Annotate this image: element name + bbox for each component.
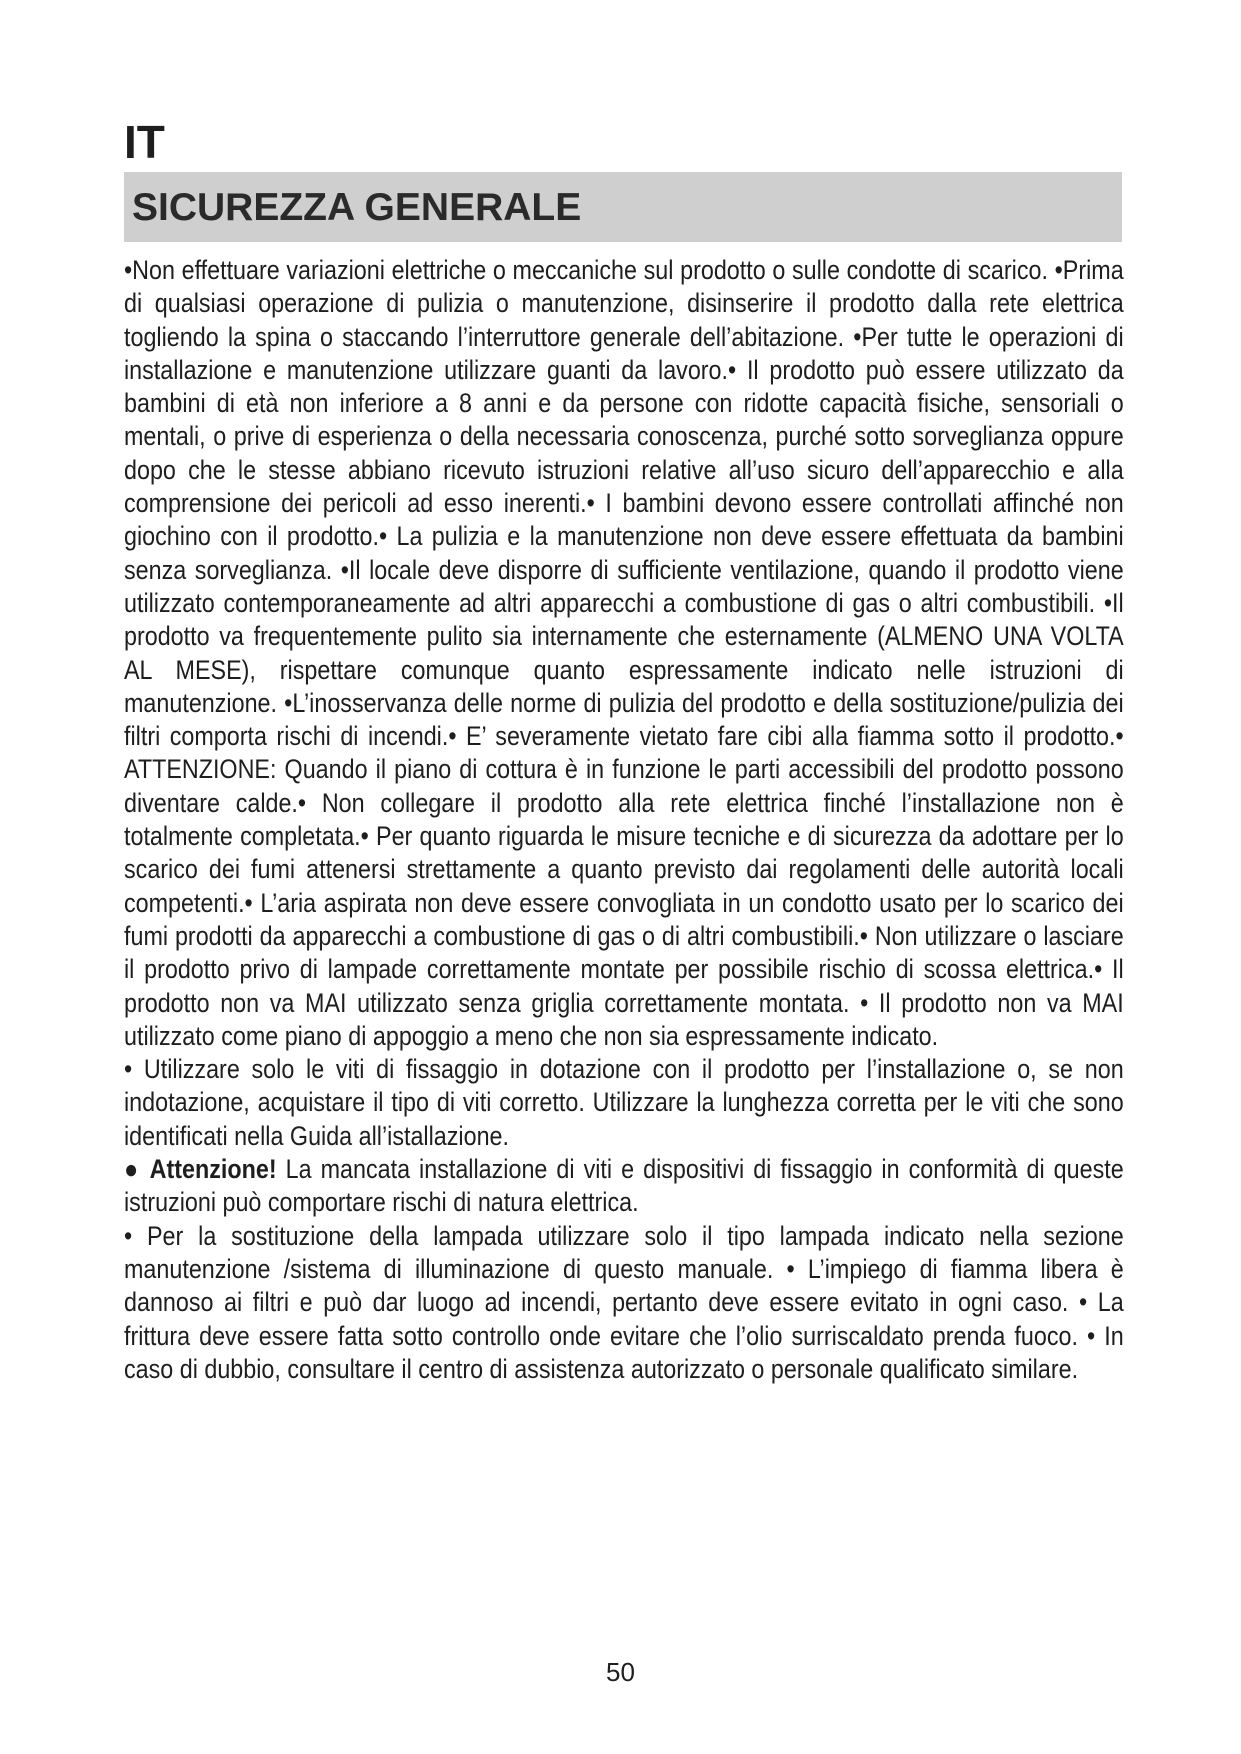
page-number: 50 [606,1657,635,1687]
section-title-band [124,172,1122,242]
section-title: SICUREZZA GENERALE [132,186,582,229]
warning-bullet: ● [124,1154,150,1185]
language-code: IT [124,116,165,168]
safety-paragraph-warning [124,1153,1124,1220]
safety-paragraph-screws: • Utilizzare solo le viti di fissaggio in dotazione con il prodotto per l’installazione o, se non indotazione, acquistare il tipo di viti corretto. Utilizzare la lunghezza corretta per le viti che sono identificati nella Guida all’istallazione. [124,1054,1124,1151]
safety-text [124,254,1124,1386]
safety-paragraph-general: •Non effettuare variazioni elettriche o meccaniche sul prodotto o sulle condotte di scarico. •Prima di qualsiasi operazione di pulizia o manutenzione, disinserire il prodotto dalla rete elettrica togliendo la spina o staccando l’interruttore generale dell’abitazione. •Per tutte le operazioni di installazione e manutenzione utilizzare guanti da lavoro.• Il prodotto può essere utilizzato da bambini di età non inferiore a 8 anni e da persone con ridotte capacità fisiche, sensoriali o mentali, o prive di esperienza o della necessaria conoscenza, purché sotto sorveglianza oppure dopo che le stesse abbiano ricevuto istruzioni relative all’uso sicuro dell’apparecchio e alla comprensione dei pericoli ad esso inerenti.• I bambini devono essere controllati affinché non giochino con il prodotto.• La pulizia e la manutenzione non deve essere effettuata da bambini senza sorveglianza. •Il locale deve disporre di sufficiente ventilazione, quando il prodotto viene utilizzato contemporaneamente ad altri apparecchi a combustione di gas o altri combustibili. •Il prodotto va frequentemente pulito sia internamente che esternamente (ALMENO UNA VOLTA AL MESE), rispettare comunque quanto espressamente indicato nelle istruzioni di manutenzione. •L’inosservanza delle norme di pulizia del prodotto e della sostituzione/pulizia dei filtri comporta rischi di incendi.• E’ severamente vietato fare cibi alla fiamma sotto il prodotto.• ATTENZIONE: Quando il piano di cottura è in funzione le parti accessibili del prodotto possono diventare calde.• Non collegare il prodotto alla rete elettrica finché l’installazione non è totalmente completata.• Per quanto riguarda le misure tecniche e di sicurezza da adottare per lo scarico dei fumi attenersi strettamente a quanto previsto dai regolamenti delle autorità locali competenti.• L’aria aspirata non deve essere convogliata in un condotto usato per lo scarico dei fumi prodotti da apparecchi a combustione di gas o di altri combustibili.• Non utilizzare o lasciare il prodotto privo di lampade correttamente montate per possibile rischio di scossa elettrica.• Il prodotto non va MAI utilizzato senza griglia correttamente montata. • Il prodotto non va MAI utilizzato come piano di appoggio a meno che non sia espressamente indicato. [124,255,1124,1051]
safety-paragraph-lamp: • Per la sostituzione della lampada utilizzare solo il tipo lampada indicato nella sezione manutenzione /sistema di illuminazione di questo manuale. • L’impiego di fiamma libera è dannoso ai filtri e può dar luogo ad incendi, pertanto deve essere evitato in ogni caso. • La frittura deve essere fatta sotto controllo onde evitare che l’olio surriscaldato prenda fuoco. • In caso di dubbio, consultare il centro di assistenza autorizzato o personale qualificato similare. [124,1220,1124,1384]
warning-text: La mancata installazione di viti e dispositivi di fissaggio in conformità di queste istruzioni può comportare rischi di natura elettrica. [124,1154,1124,1218]
warning-label: Attenzione! [149,1154,277,1185]
